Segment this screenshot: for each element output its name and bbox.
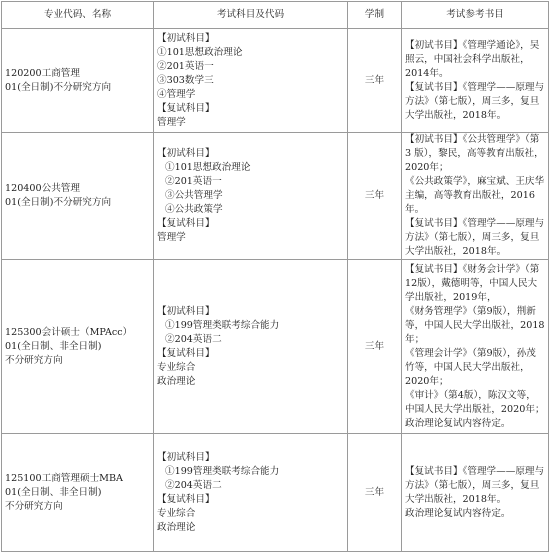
exam-info-table bbox=[1, 1, 549, 552]
subject-line: ②201英语一 bbox=[157, 60, 214, 72]
subject-line: ①199管理类联考综合能力 bbox=[165, 465, 280, 477]
subject-line: ④公共政策学 bbox=[165, 204, 223, 215]
book-entry: 政治理论复试内容待定。 bbox=[405, 507, 511, 519]
subject-line: ②201英语一 bbox=[165, 176, 222, 187]
book-entry: 【初试书目】《公共管理学》（第 3 版），黎民，高等教育出版社，2020年； bbox=[405, 134, 544, 173]
books-cell bbox=[402, 434, 549, 552]
subject-line: 专业综合 bbox=[157, 361, 196, 373]
table-row bbox=[2, 434, 549, 552]
subjects-cell bbox=[154, 434, 348, 552]
books-cell bbox=[402, 29, 549, 133]
subject-line: 【复试科目】 bbox=[157, 493, 215, 505]
table-row bbox=[2, 29, 549, 133]
header-row bbox=[2, 2, 549, 29]
header-books: 考试参考书目 bbox=[402, 2, 549, 29]
subject-line: ①101思想政治理论 bbox=[157, 46, 243, 58]
major-cell bbox=[2, 133, 154, 260]
major-name: 120400公共管理 bbox=[5, 183, 80, 194]
subject-line: 管理学 bbox=[157, 232, 186, 243]
major-direction: 不分研究方向 bbox=[5, 500, 63, 512]
book-entry: 政治理论复试内容待定。 bbox=[405, 417, 511, 429]
table-row bbox=[2, 133, 549, 260]
duration-cell: 三年 bbox=[348, 434, 402, 552]
major-direction: 01(全日制)不分研究方向 bbox=[5, 81, 112, 93]
subject-line: 政治理论 bbox=[157, 521, 196, 533]
duration-cell: 三年 bbox=[348, 260, 402, 434]
subject-line: 管理学 bbox=[157, 116, 186, 128]
book-entry: 【初试书目】《管理学通论》，吴照云，中国社会科学出版社，2014年。 bbox=[405, 39, 540, 79]
book-entry: 【复试书目】《财务会计学》（第12版），戴德明等，中国人民大学出版社，2019年， bbox=[405, 263, 540, 303]
major-cell bbox=[2, 29, 154, 133]
book-entry: 《管理会计学》（第9版），孙茂竹等，中国人民大学出版社，2020年； bbox=[405, 347, 536, 387]
subject-line: ①199管理类联考综合能力 bbox=[165, 319, 280, 331]
subject-line: ③303数学三 bbox=[157, 74, 214, 86]
subject-line: ②204英语二 bbox=[165, 479, 222, 491]
duration-cell: 三年 bbox=[348, 29, 402, 133]
major-direction: 不分研究方向 bbox=[5, 354, 63, 366]
subjects-cell bbox=[154, 29, 348, 133]
subjects-cell bbox=[154, 260, 348, 434]
book-entry: 【复试书目】《管理学——原理与方法》（第七版），周三多，复旦大学出版社，2018年。 bbox=[405, 81, 545, 121]
subject-line: ①101思想政治理论 bbox=[165, 162, 251, 173]
subject-line: 【复试科目】 bbox=[157, 102, 215, 114]
major-direction: 01(全日制、非全日制) bbox=[5, 340, 102, 352]
duration-cell: 三年 bbox=[348, 133, 402, 260]
major-direction: 01(全日制、非全日制) bbox=[5, 486, 102, 498]
subject-line: 【初试科目】 bbox=[157, 451, 215, 463]
book-entry: 《财务管理学》（第9版），荆新等，中国人民大学出版社，2018年； bbox=[405, 305, 545, 345]
header-major: 专业代码、名称 bbox=[2, 2, 154, 29]
book-entry: 【复试书目】《管理学——原理与方法》（第七版），周三多，复旦大学出版社，2018年。 bbox=[405, 465, 545, 505]
subject-line: 【初试科目】 bbox=[157, 305, 215, 317]
major-cell bbox=[2, 434, 154, 552]
subject-line: ②204英语二 bbox=[165, 333, 222, 345]
books-cell bbox=[402, 133, 549, 260]
major-name: 120200工商管理 bbox=[5, 67, 80, 79]
book-entry: 【复试书目】《管理学——原理与方法》（第七版），周三多，复旦大学出版社，2018年。 bbox=[405, 218, 545, 257]
table-row bbox=[2, 260, 549, 434]
subject-line: ④管理学 bbox=[157, 88, 196, 100]
book-entry: 《公共政策学》，麻宝斌、王庆华主编，高等教育出版社，2016年。 bbox=[405, 176, 545, 215]
subject-line: ③公共管理学 bbox=[165, 190, 223, 201]
major-cell bbox=[2, 260, 154, 434]
subject-line: 【复试科目】 bbox=[157, 347, 215, 359]
subjects-cell bbox=[154, 133, 348, 260]
books-cell bbox=[402, 260, 549, 434]
subject-line: 专业综合 bbox=[157, 507, 196, 519]
header-duration: 学制 bbox=[348, 2, 402, 29]
major-direction: 01(全日制)不分研究方向 bbox=[5, 197, 112, 208]
subject-line: 【初试科目】 bbox=[157, 148, 215, 159]
header-subjects: 考试科目及代码 bbox=[154, 2, 348, 29]
subject-line: 【初试科目】 bbox=[157, 32, 215, 44]
major-name: 125100工商管理硕士MBA bbox=[5, 472, 123, 484]
subject-line: 【复试科目】 bbox=[157, 218, 215, 229]
book-entry: 《审计》（第4版），陈汉文等，中国人民大学出版社，2020年； bbox=[405, 389, 545, 415]
major-name: 125300会计硕士（MPAcc） bbox=[5, 326, 133, 338]
subject-line: 政治理论 bbox=[157, 375, 196, 387]
